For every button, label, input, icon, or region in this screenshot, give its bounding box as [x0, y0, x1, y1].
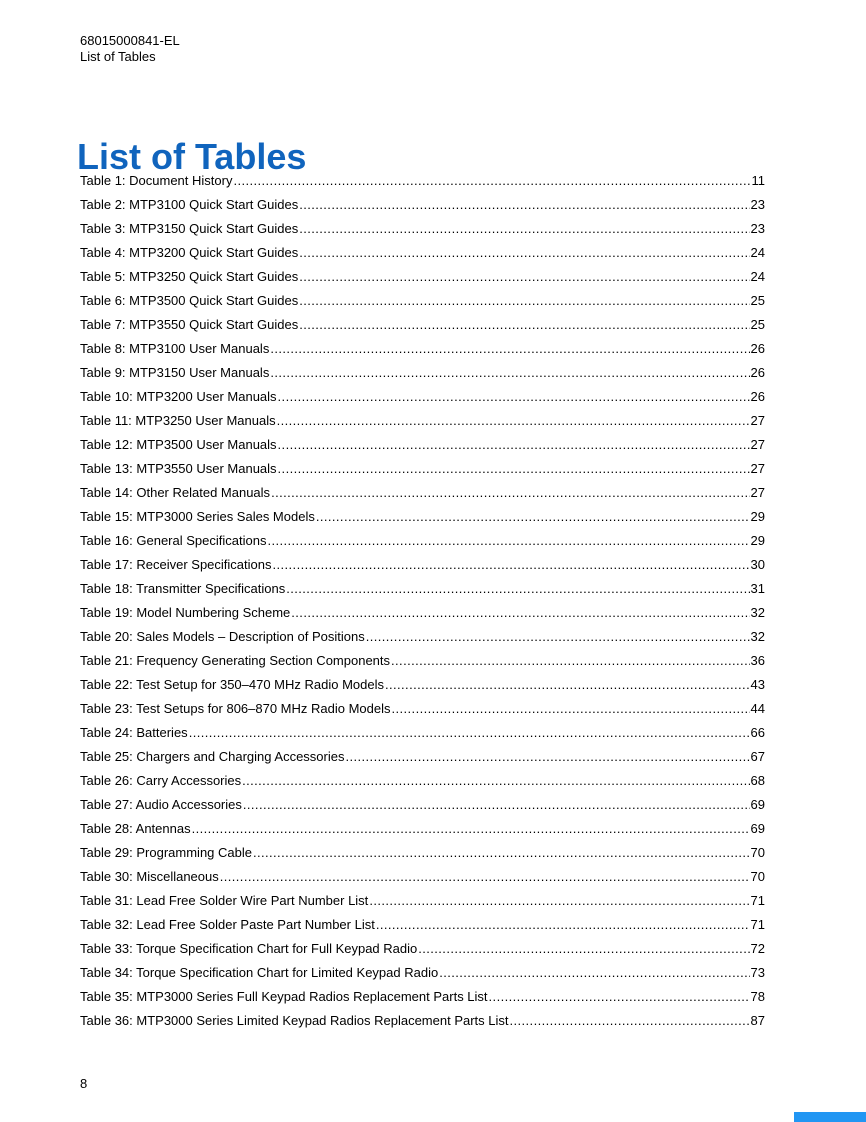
toc-entry-page: 69: [750, 821, 765, 836]
toc-entry-page: 27: [750, 437, 765, 452]
dot-leader: [299, 265, 749, 289]
toc-entry-page: 78: [750, 989, 765, 1004]
toc-entry[interactable]: [80, 745, 765, 769]
toc-entry-page: 73: [750, 965, 765, 980]
dot-leader: [345, 745, 749, 769]
toc-entry-label: Table 14: Other Related Manuals: [80, 485, 271, 500]
toc-entry-page: 71: [750, 917, 765, 932]
toc-entry-label: Table 2: MTP3100 Quick Start Guides: [80, 197, 299, 212]
toc-entry-label: Table 23: Test Setups for 806–870 MHz Radio Models: [80, 701, 391, 716]
toc-entry[interactable]: [80, 985, 765, 1009]
toc-entry-page: 27: [750, 413, 765, 428]
table-of-contents: [80, 169, 765, 1033]
toc-entry[interactable]: [80, 193, 765, 217]
toc-entry-page: 26: [750, 365, 765, 380]
toc-entry-label: Table 25: Chargers and Charging Accessories: [80, 749, 345, 764]
toc-entry[interactable]: [80, 697, 765, 721]
dot-leader: [299, 313, 749, 337]
toc-entry[interactable]: [80, 601, 765, 625]
toc-entry[interactable]: [80, 337, 765, 361]
toc-entry[interactable]: [80, 577, 765, 601]
dot-leader: [277, 409, 750, 433]
dot-leader: [278, 385, 750, 409]
corner-highlight: [794, 1112, 866, 1122]
toc-entry-page: 24: [750, 269, 765, 284]
toc-entry-label: Table 31: Lead Free Solder Wire Part Number List: [80, 893, 369, 908]
page-title: List of Tables: [77, 136, 307, 178]
toc-entry-label: Table 20: Sales Models – Description of Positions: [80, 629, 365, 644]
toc-entry-page: 31: [750, 581, 765, 596]
toc-entry-label: Table 16: General Specifications: [80, 533, 267, 548]
toc-entry[interactable]: [80, 529, 765, 553]
toc-entry-page: 44: [750, 701, 765, 716]
doc-section: List of Tables: [80, 49, 156, 64]
dot-leader: [392, 697, 750, 721]
dot-leader: [489, 985, 750, 1009]
toc-entry-page: 11: [751, 173, 765, 188]
toc-entry-label: Table 8: MTP3100 User Manuals: [80, 341, 270, 356]
toc-entry-label: Table 12: MTP3500 User Manuals: [80, 437, 277, 452]
toc-entry-label: Table 21: Frequency Generating Section Components: [80, 653, 391, 668]
toc-entry-label: Table 3: MTP3150 Quick Start Guides: [80, 221, 299, 236]
dot-leader: [270, 337, 749, 361]
dot-leader: [316, 505, 750, 529]
toc-entry[interactable]: [80, 937, 765, 961]
toc-entry-label: Table 10: MTP3200 User Manuals: [80, 389, 277, 404]
toc-entry-label: Table 34: Torque Specification Chart for Limited Keypad Radio: [80, 965, 439, 980]
toc-entry[interactable]: [80, 721, 765, 745]
dot-leader: [369, 889, 749, 913]
dot-leader: [366, 625, 750, 649]
toc-entry-page: 26: [750, 389, 765, 404]
toc-entry-page: 70: [750, 845, 765, 860]
dot-leader: [267, 529, 749, 553]
toc-entry-page: 71: [750, 893, 765, 908]
toc-entry-label: Table 29: Programming Cable: [80, 845, 252, 860]
toc-entry-label: Table 30: Miscellaneous: [80, 869, 219, 884]
toc-entry-page: 72: [750, 941, 765, 956]
toc-entry-page: 30: [750, 557, 765, 572]
toc-entry-page: 23: [750, 221, 765, 236]
toc-entry-label: Table 11: MTP3250 User Manuals: [80, 413, 276, 428]
toc-entry-label: Table 24: Batteries: [80, 725, 188, 740]
toc-entry-page: 29: [750, 509, 765, 524]
page-header: [80, 33, 180, 65]
dot-leader: [192, 817, 750, 841]
dot-leader: [299, 289, 749, 313]
dot-leader: [299, 193, 749, 217]
toc-entry[interactable]: [80, 217, 765, 241]
toc-entry[interactable]: [80, 169, 765, 193]
dot-leader: [391, 649, 750, 673]
page-number: 8: [80, 1076, 88, 1091]
toc-entry-label: Table 9: MTP3150 User Manuals: [80, 365, 270, 380]
toc-entry-page: 67: [750, 749, 765, 764]
dot-leader: [253, 841, 750, 865]
toc-entry[interactable]: [80, 457, 765, 481]
toc-entry-page: 66: [750, 725, 765, 740]
toc-entry[interactable]: [80, 913, 765, 937]
toc-entry-label: Table 35: MTP3000 Series Full Keypad Radios Replacement Parts List: [80, 989, 488, 1004]
toc-entry-label: Table 26: Carry Accessories: [80, 773, 242, 788]
toc-entry-label: Table 15: MTP3000 Series Sales Models: [80, 509, 315, 524]
dot-leader: [385, 673, 750, 697]
toc-entry-label: Table 36: MTP3000 Series Limited Keypad Radios Replacement Parts List: [80, 1013, 509, 1028]
dot-leader: [376, 913, 750, 937]
toc-entry[interactable]: [80, 769, 765, 793]
dot-leader: [220, 865, 750, 889]
toc-entry-label: Table 5: MTP3250 Quick Start Guides: [80, 269, 299, 284]
toc-entry-page: 32: [750, 605, 765, 620]
toc-entry-label: Table 22: Test Setup for 350–470 MHz Radio Models: [80, 677, 384, 692]
toc-entry-label: Table 27: Audio Accessories: [80, 797, 242, 812]
toc-entry-page: 26: [750, 341, 765, 356]
toc-entry-page: 43: [750, 677, 765, 692]
dot-leader: [243, 793, 750, 817]
doc-number: 68015000841-EL: [80, 33, 180, 48]
toc-entry[interactable]: [80, 649, 765, 673]
dot-leader: [299, 217, 749, 241]
toc-entry[interactable]: [80, 361, 765, 385]
toc-entry-label: Table 17: Receiver Specifications: [80, 557, 272, 572]
toc-entry[interactable]: [80, 265, 765, 289]
toc-entry[interactable]: [80, 625, 765, 649]
dot-leader: [271, 481, 749, 505]
toc-entry-page: 27: [750, 485, 765, 500]
dot-leader: [233, 169, 750, 193]
toc-entry[interactable]: [80, 817, 765, 841]
toc-entry-page: 36: [750, 653, 765, 668]
toc-entry-page: 69: [750, 797, 765, 812]
toc-entry[interactable]: [80, 313, 765, 337]
toc-entry[interactable]: [80, 241, 765, 265]
toc-entry-page: 29: [750, 533, 765, 548]
toc-entry[interactable]: [80, 289, 765, 313]
toc-entry-label: Table 33: Torque Specification Chart for Full Keypad Radio: [80, 941, 418, 956]
dot-leader: [439, 961, 749, 985]
toc-entry[interactable]: [80, 505, 765, 529]
toc-entry-page: 68: [750, 773, 765, 788]
toc-entry-label: Table 7: MTP3550 Quick Start Guides: [80, 317, 299, 332]
toc-entry-label: Table 1: Document History: [80, 173, 233, 188]
toc-entry-page: 27: [750, 461, 765, 476]
toc-entry[interactable]: [80, 553, 765, 577]
toc-entry-page: 25: [750, 317, 765, 332]
toc-entry[interactable]: [80, 889, 765, 913]
toc-entry-page: 32: [750, 629, 765, 644]
toc-entry-label: Table 13: MTP3550 User Manuals: [80, 461, 277, 476]
dot-leader: [291, 601, 749, 625]
toc-entry[interactable]: [80, 673, 765, 697]
dot-leader: [299, 241, 749, 265]
toc-entry-label: Table 6: MTP3500 Quick Start Guides: [80, 293, 299, 308]
toc-entry[interactable]: [80, 865, 765, 889]
toc-entry-label: Table 19: Model Numbering Scheme: [80, 605, 291, 620]
dot-leader: [278, 433, 750, 457]
toc-entry-page: 70: [750, 869, 765, 884]
dot-leader: [278, 457, 750, 481]
dot-leader: [286, 577, 749, 601]
toc-entry-page: 23: [750, 197, 765, 212]
dot-leader: [242, 769, 749, 793]
dot-leader: [510, 1009, 750, 1033]
dot-leader: [270, 361, 749, 385]
toc-entry[interactable]: [80, 481, 765, 505]
toc-entry[interactable]: [80, 385, 765, 409]
toc-entry[interactable]: [80, 433, 765, 457]
toc-entry[interactable]: [80, 961, 765, 985]
dot-leader: [418, 937, 749, 961]
toc-entry-label: Table 28: Antennas: [80, 821, 191, 836]
toc-entry-label: Table 4: MTP3200 Quick Start Guides: [80, 245, 299, 260]
dot-leader: [189, 721, 750, 745]
toc-entry-page: 87: [750, 1013, 765, 1028]
toc-entry[interactable]: [80, 1009, 765, 1033]
toc-entry[interactable]: [80, 841, 765, 865]
toc-entry-page: 24: [750, 245, 765, 260]
toc-entry-label: Table 32: Lead Free Solder Paste Part Number List: [80, 917, 375, 932]
toc-entry[interactable]: [80, 793, 765, 817]
toc-entry-label: Table 18: Transmitter Specifications: [80, 581, 286, 596]
toc-entry[interactable]: [80, 409, 765, 433]
dot-leader: [273, 553, 750, 577]
toc-entry-page: 25: [750, 293, 765, 308]
